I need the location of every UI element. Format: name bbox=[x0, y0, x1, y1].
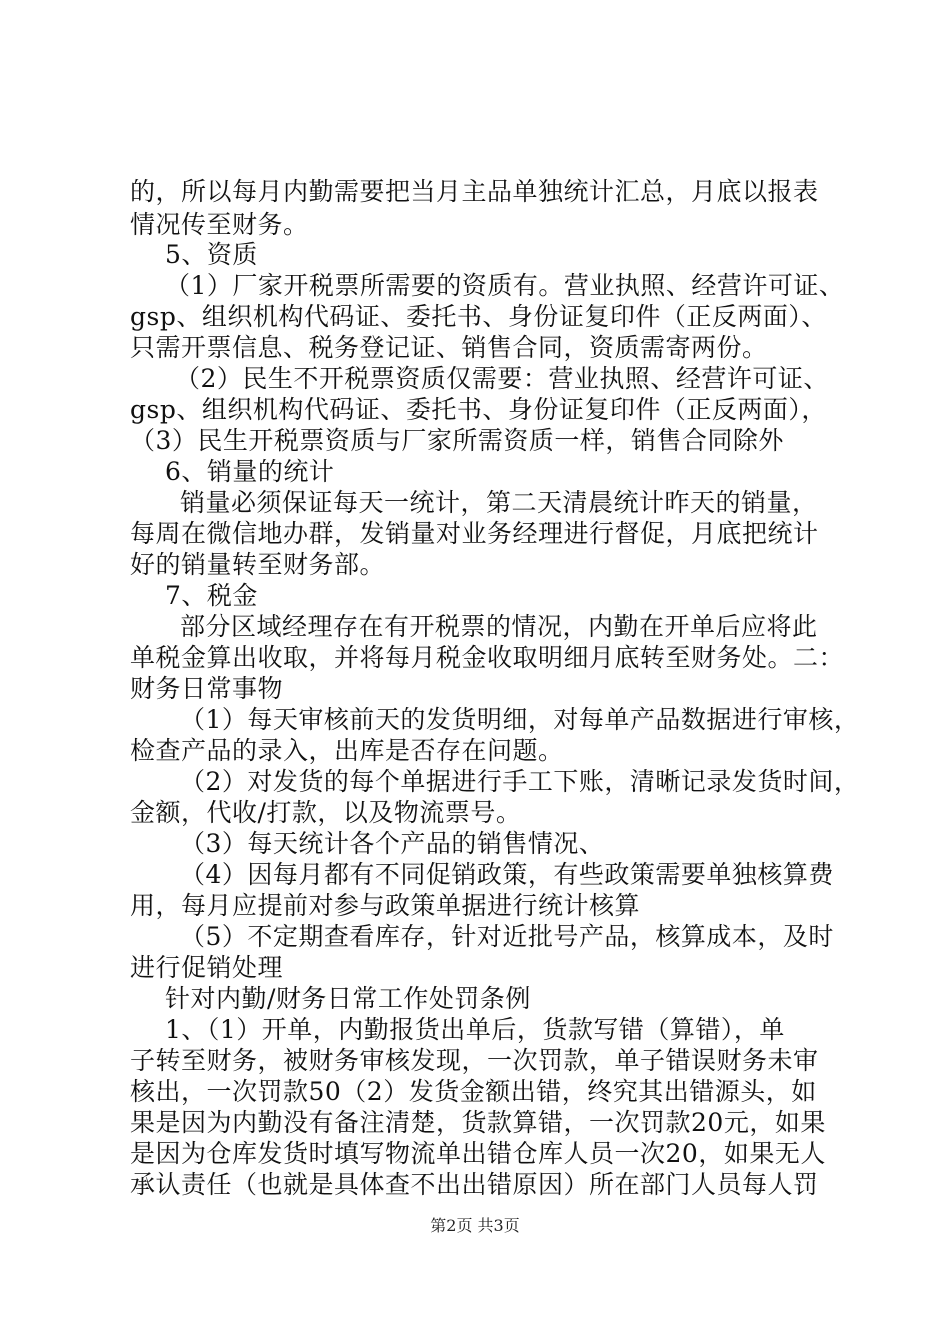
text-line: （2）对发货的每个单据进行手工下账，清晰记录发货时间， bbox=[180, 767, 860, 796]
text-line: 5、资质 bbox=[165, 240, 258, 269]
text-line: 7、税金 bbox=[165, 581, 258, 610]
text-line: 用，每月应提前对参与政策单据进行统计核算 bbox=[130, 891, 641, 920]
text-line: gsp、组织机构代码证、委托书、身份证复印件（正反两面）、 bbox=[130, 302, 827, 331]
text-line: 每周在微信地办群，发销量对业务经理进行督促，月底把统计 bbox=[130, 519, 819, 548]
text-line: 果是因为内勤没有备注清楚，货款算错，一次罚款20元，如果 bbox=[130, 1108, 826, 1137]
text-line: 情况传至财务。 bbox=[130, 210, 309, 239]
text-line: （3）民生开税票资质与厂家所需资质一样，销售合同除外 bbox=[130, 426, 784, 455]
text-line: 针对内勤/财务日常工作处罚条例 bbox=[165, 984, 531, 1013]
text-line: 检查产品的录入，出库是否存在问题。 bbox=[130, 736, 564, 765]
text-line: 是因为仓库发货时填写物流单出错仓库人员一次20，如果无人 bbox=[130, 1139, 826, 1168]
text-line: 单税金算出收取，并将每月税金收取明细月底转至财务处。二： bbox=[130, 643, 845, 672]
text-line: 的，所以每月内勤需要把当月主品单独统计汇总，月底以报表 bbox=[130, 177, 819, 206]
text-line: （1）每天审核前天的发货明细，对每单产品数据进行审核， bbox=[180, 705, 860, 734]
text-line: 金额，代收/打款，以及物流票号。 bbox=[130, 798, 522, 827]
text-line: 只需开票信息、税务登记证、销售合同，资质需寄两份。 bbox=[130, 333, 768, 362]
text-line: （2）民生不开税票资质仅需要：营业执照、经营许可证、 bbox=[175, 364, 829, 393]
text-line: 部分区域经理存在有开税票的情况，内勤在开单后应将此 bbox=[180, 612, 818, 641]
text-line: （5）不定期查看库存，针对近批号产品，核算成本，及时 bbox=[180, 922, 834, 951]
text-line: （1）厂家开税票所需要的资质有。营业执照、经营许可证、 bbox=[165, 271, 845, 300]
text-line: 子转至财务，被财务审核发现，一次罚款，单子错误财务未审 bbox=[130, 1046, 819, 1075]
text-line: gsp、组织机构代码证、委托书、身份证复印件（正反两面）， bbox=[130, 395, 827, 424]
text-line: 销量必须保证每天一统计，第二天清晨统计昨天的销量， bbox=[180, 488, 818, 517]
page-footer: 第2页 共3页 bbox=[430, 1216, 520, 1235]
text-line: 核出，一次罚款50（2）发货金额出错，终究其出错源头，如 bbox=[130, 1077, 817, 1106]
text-line: （4）因每月都有不同促销政策，有些政策需要单独核算费 bbox=[180, 860, 834, 889]
text-line: （3）每天统计各个产品的销售情况、 bbox=[180, 829, 605, 858]
text-line: 6、销量的统计 bbox=[165, 457, 335, 486]
text-line: 进行促销处理 bbox=[130, 953, 284, 982]
text-line: 财务日常事物 bbox=[130, 674, 284, 703]
text-line: 1、（1）开单，内勤报货出单后，货款写错（算错），单 bbox=[165, 1015, 785, 1044]
text-line: 承认责任（也就是具体查不出出错原因）所在部门人员每人罚 bbox=[130, 1170, 819, 1199]
text-line: 好的销量转至财务部。 bbox=[130, 550, 386, 579]
